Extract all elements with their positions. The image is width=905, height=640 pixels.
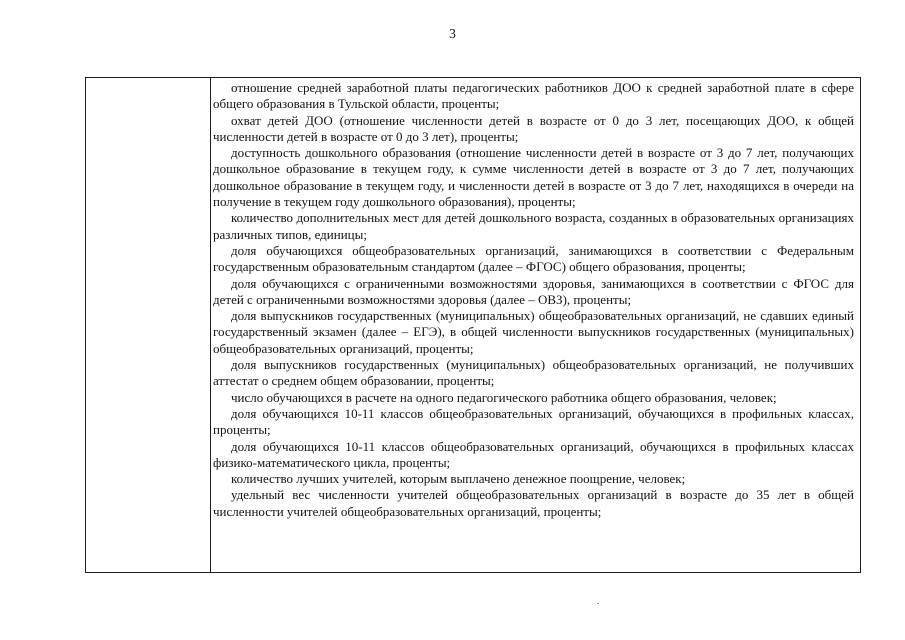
- indicator-item: количество лучших учителей, которым выплачено денежное поощрение, человек;: [231, 471, 686, 487]
- indicator-item: число обучающихся в расчете на одного педагогического работника общего образования, человек;: [231, 389, 777, 405]
- page-number: 3: [449, 26, 456, 41]
- indicator-item: доступность дошкольного образования (отношение численности детей в возрасте от 3 до 7 лет, получающих дошкольное образование в текущем году, к сумме численности детей в возрасте от 3 до 7 лет, получающих дошкольное образование в текущем году, и численности детей в возрасте от 3 до 7 лет, находящихся в очереди на получение в текущем году дошкольного образования), проценты;: [213, 145, 854, 210]
- indicator-item: доля обучающихся общеобразовательных организаций, занимающихся в соответствии с Федеральным государственным образовательным стандартом (далее – ФГОС) общего образования, проценты;: [213, 242, 854, 275]
- indicator-item: доля выпускников государственных (муниципальных) общеобразовательных организаций, не получивших аттестат о среднем общем образовании, проценты;: [213, 357, 854, 389]
- indicator-item: отношение средней заработной платы педагогических работников ДОО к средней заработной плате в сфере общего образования в Тульской области, проценты;: [213, 80, 854, 112]
- indicators-table: [85, 77, 861, 573]
- indicators-cell: [213, 80, 854, 520]
- indicator-item: доля обучающихся 10-11 классов общеобразовательных организаций, обучающихся в профильных классах, проценты;: [213, 405, 854, 438]
- scan-speck: [597, 603, 599, 604]
- indicator-item: количество дополнительных мест для детей дошкольного возраста, созданных в образовательных организациях различных типов, единицы;: [213, 210, 854, 242]
- indicator-item: доля обучающихся с ограниченными возможностями здоровья, занимающихся в соответствии с ФГОС для детей с ограниченными возможностями здоровья (далее – ОВЗ), проценты;: [213, 275, 854, 307]
- indicator-item: охват детей ДОО (отношение численности детей в возрасте от 0 до 3 лет, посещающих ДОО, к общей численности детей в возрасте от 0 до 3 лет), проценты;: [213, 112, 854, 144]
- column-divider: [210, 78, 211, 572]
- indicator-item: удельный вес численности учителей общеобразовательных организаций в возрасте до 35 лет в общей численности учителей общеобразовательных организаций, проценты;: [213, 487, 854, 519]
- indicator-item: доля выпускников государственных (муниципальных) общеобразовательных организаций, не сдавших единый государственный экзамен (далее – ЕГЭ), в общей численности выпускников государственных (муниципальных) общеобразовательных организаций, проценты;: [213, 308, 854, 356]
- indicator-item: доля обучающихся 10-11 классов общеобразовательных организаций, обучающихся в профильных классах физико-математического цикла, проценты;: [213, 438, 854, 470]
